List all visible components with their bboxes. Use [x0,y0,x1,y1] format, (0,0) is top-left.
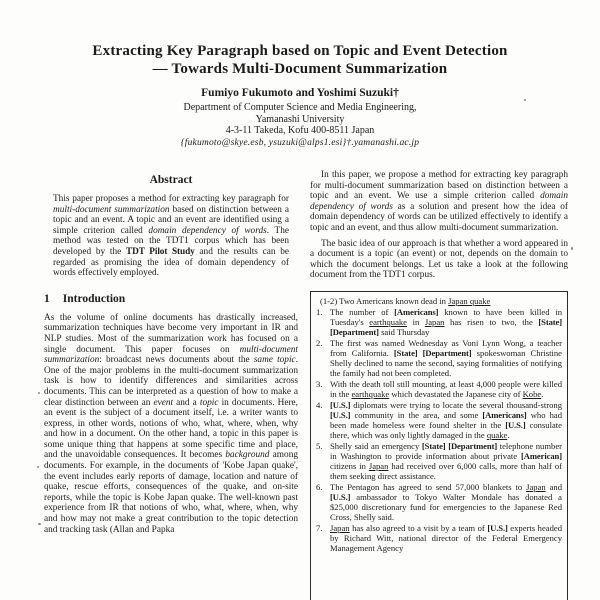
sentence-number: 1. [316,306,323,317]
paper-title-line1: Extracting Key Paragraph based on Topic and Event Detection [92,43,508,59]
document-sentence-5 [315,441,562,481]
document-sentence-6 [315,482,562,522]
sentence-text: With the death toll still mounting, at least 4,000 people were killed in the earthquake which devastated the Japanese city of Kobe. [330,378,562,399]
document-sentence-7 [315,523,562,553]
paper-authors: Fumiyo Fukumoto and Yoshimi Suzuki† [201,87,399,99]
body-paragraph-1: In this paper, we propose a method for extracting key paragraph for multi-document summarization based on distinction between a topic and an event. We use a simple criterion called domain dependency of words as a solution and present how the idea of domain dependency of words can be utilized effectively to identify a topic and an event, and thus allow multi-document summarization. [310,170,568,233]
introduction-text: As the volume of online documents has drastically increased, summarization techniques have become very important in IR and NLP studies. Most of the summarization work has focused on a single document. This paper focuses on multi-document summarization: broadcast news documents about the same topic. One of the major problems in the multi-document summarization task is how to identify differences and similarities across documents. This can be interpreted as a question of how to make a clear distinction between an event and a topic in documents. Here, an event is the subject of a document itself, i.e. a writer wants to express, in other words, notions of who, what, where, when, why and how in a document. On the other hand, a topic in this paper is some unique thing that happens at some specific time and place, and the unavoidable consequences. It becomes background among documents. For example, in the documents of 'Kobe Japan quake', the event includes early reports of damage, location and nature of quake, rescue efforts, consequences of the quake, and on-site reports, while the topic is Kobe Japan quake. The well-known past experience from IR that notions of who, what, where, when, why and how may not make a great contribution to the topic detection and tracking task (Allan and Papka [44,312,299,535]
sentence-text: The number of [Americans] known to have been killed in Tuesday's earthquake in Japan has risen to two, the [State] [Department] said Thursday [330,306,563,337]
sentence-number: 5. [316,440,323,451]
section-number: 1 [44,292,50,305]
paper-title-line2: — Towards Multi-Document Summarization [152,61,448,77]
document-sentence-1 [315,307,562,337]
section-heading-introduction [44,293,298,305]
abstract-text: This paper proposes a method for extracting key paragraph for multi-document summarization based on distinction between a topic and an event. A topic and an event are identified using a simple criterion called domain dependency of words. The method was tested on the TDT1 corpus which has been developed by the TDT Pilot Study and the results can be regarded as promising the idea of domain dependency of words effectively employed. [53,194,290,279]
sentence-text: The Pentagon has agreed to send 57,000 blankets to Japan and [U.S.] ambassador to Tokyo Walter Mondale has donated a $25,000 discretionary fund for emergencies to the Japanese Red Cross, Shelly said. [330,481,562,522]
document-sentence-4 [315,400,562,440]
sentence-number: 4. [316,399,323,410]
sentence-number: 3. [316,378,323,389]
scan-speck [571,247,573,250]
sentence-text: Japan has also agreed to a visit by a team of [U.S.] experts headed by Richard Witt, national director of the Federal Emergency Management Agency [330,522,562,553]
section-title: Introduction [62,292,126,305]
scan-speck [38,523,41,525]
affiliation-department: Department of Computer Science and Media Engineering, [183,102,417,113]
sentence-number: 2. [316,337,323,348]
affiliation-address: 4-3-11 Takeda, Kofu 400-8511 Japan [225,125,375,136]
scan-speck [524,99,526,101]
paper-header [0,42,600,148]
sentence-text: The first was named Wednesday as Voni Lynn Wong, a teacher from California. [State] [Department] spokeswoman Christine Shelly declined to name the second, saying formalities of notifying the family had not been completed. [330,337,562,378]
two-column-body [44,158,568,600]
right-column [310,158,568,600]
document-sentence-3 [315,379,562,399]
document-sentence-2 [315,338,562,378]
example-document-box [310,291,568,600]
affiliation-university: Yamanashi University [255,113,345,125]
abstract-heading: Abstract [149,174,193,186]
body-paragraph-2: The basic idea of our approach is that whether a word appeared in a document is a topic (an event) or not, depends on the domain to which the document belongs. Let us take a look at the following document from the TDT1 corpus. [310,238,568,281]
sentence-number: 7. [316,522,323,533]
sentence-text: [U.S.] diplomats were trying to locate the several thousand-strong [U.S.] community in the area, and some [Americans] who had been made homeless were found shelter in the [U.S.] consulate there, which was only lightly damaged in the quake. [330,399,562,440]
document-headline: (1-2) Two Americans known dead in Japan quake [320,295,491,306]
scan-speck [37,466,39,468]
author-emails: {fukumoto@skye.esb, ysuzuki@alps1.esi}†.yamanashi.ac.jp [180,137,420,148]
left-column [44,158,298,535]
scan-speck [38,392,40,394]
sentence-number: 6. [316,481,323,492]
sentence-text: Shelly said an emergency [State] [Department] telephone number in Washington to provide information about private [American] citizens in Japan had received over 6,000 calls, more than half of them seeking direct assistance. [330,440,562,481]
